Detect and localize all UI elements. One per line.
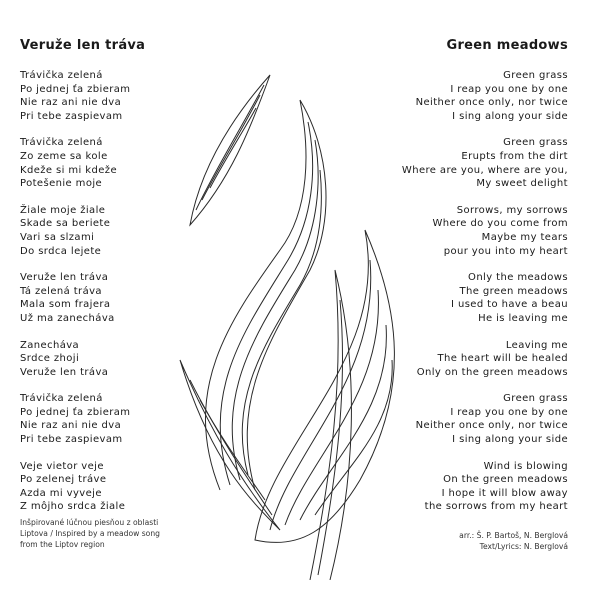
credits-note [459,530,568,552]
slovak-lyric-line: Azda mi vyveje [20,487,102,499]
english-lyric-line: Where do you come from [432,218,568,230]
english-lyric-line: Only on the green meadows [416,366,568,378]
english-lyric-line: I sing along your side [452,110,568,122]
slovak-lyric-line: Trávička zelená [20,137,103,149]
english-lyric-line: On the green meadows [443,474,568,486]
english-lyric-line: Sorrows, my sorrows [456,204,568,216]
english-lyrics [338,38,568,527]
english-lyric-line: My sweet delight [476,178,568,190]
slovak-stanza [20,339,220,380]
english-stanza [338,392,568,446]
lyrics-credit: Text/Lyrics: N. Berglová [479,542,568,551]
slovak-lyric-line: Po jednej ťa zbieram [20,406,131,418]
slovak-stanza [20,392,220,446]
slovak-lyric-line: Z môjho srdca žiale [20,501,126,513]
slovak-lyric-line: Potešenie moje [20,178,103,190]
source-note-line: Liptova / Inspired by a meadow song [20,529,160,538]
arranger-credit: arr.: Š. P. Bartoš, N. Berglová [459,531,568,540]
slovak-lyric-line: Trávička zelená [20,393,103,405]
slovak-stanza [20,460,220,514]
slovak-lyric-line: Skade sa beriete [20,218,111,230]
slovak-lyric-line: Po jednej ťa zbieram [20,83,131,95]
english-lyric-line: I reap you one by one [450,406,568,418]
english-lyric-line: I hope it will blow away [441,487,568,499]
english-lyric-line: Where are you, where are you, [401,164,568,176]
source-note-line: Inšpirované lúčnou piesňou z oblasti [20,518,159,527]
slovak-stanza [20,69,220,123]
english-lyric-line: The heart will be healed [437,353,568,365]
slovak-lyric-line: Žiale moje žiale [20,204,106,216]
slovak-stanza [20,271,220,325]
english-lyric-line: Neither once only, nor twice [415,420,568,432]
slovak-lyric-line: Už ma zanecháva [20,312,115,324]
slovak-lyric-line: Veje vietor veje [20,460,104,472]
source-note-line: from the Liptov region [20,540,105,549]
english-lyric-line: He is leaving me [478,312,568,324]
english-lyric-line: Green grass [503,70,568,81]
english-lyric-line: Maybe my tears [481,231,568,243]
slovak-lyric-line: Nie raz ani nie dva [20,420,122,432]
english-lyric-line: the sorrows from my heart [424,501,568,513]
slovak-lyric-line: Pri tebe zaspievam [20,434,123,446]
english-lyric-line: I sing along your side [452,434,568,446]
slovak-lyrics [20,38,220,527]
slovak-lyric-line: Do srdca lejete [20,245,102,257]
english-lyric-line: Erupts from the dirt [461,150,568,162]
slovak-lyric-line: Pri tebe zaspievam [20,110,123,122]
source-note [20,517,160,550]
english-stanza [338,339,568,380]
slovak-stanza [20,136,220,190]
slovak-lyric-line: Mala som frajera [20,299,111,311]
english-lyric-line: pour you into my heart [443,245,568,257]
english-stanza [338,271,568,325]
slovak-lyric-line: Veruže len tráva [20,366,109,378]
english-lyric-line: Neither once only, nor twice [415,97,568,109]
slovak-stanza [20,204,220,258]
english-lyric-line: Only the meadows [468,272,568,284]
english-title: Green meadows [446,38,568,53]
english-lyric-line: Green grass [503,393,568,405]
slovak-lyric-line: Zo zeme sa kole [20,150,108,162]
english-lyric-line: Green grass [503,137,568,149]
slovak-lyric-line: Vari sa slzami [20,231,95,243]
english-lyric-line: The green meadows [459,285,568,297]
slovak-lyric-line: Zanecháva [20,339,80,351]
english-stanza [338,204,568,258]
slovak-lyric-line: Srdce zhoji [20,353,80,365]
english-lyric-line: Wind is blowing [483,460,568,472]
slovak-lyric-line: Tá zelená tráva [20,285,102,297]
slovak-lyric-line: Trávička zelená [20,70,103,81]
slovak-title: Veruže len tráva [20,38,146,53]
slovak-lyric-line: Veruže len tráva [20,272,109,284]
slovak-lyric-line: Nie raz ani nie dva [20,97,122,109]
slovak-lyric-line: Kdeže si mi kdeže [20,164,117,176]
slovak-lyric-line: Po zelenej tráve [20,474,107,486]
english-lyric-line: I used to have a beau [451,299,568,311]
english-stanza [338,460,568,514]
english-lyric-line: Leaving me [505,339,568,351]
english-lyric-line: I reap you one by one [450,83,568,95]
english-stanza [338,136,568,190]
english-stanza [338,69,568,123]
